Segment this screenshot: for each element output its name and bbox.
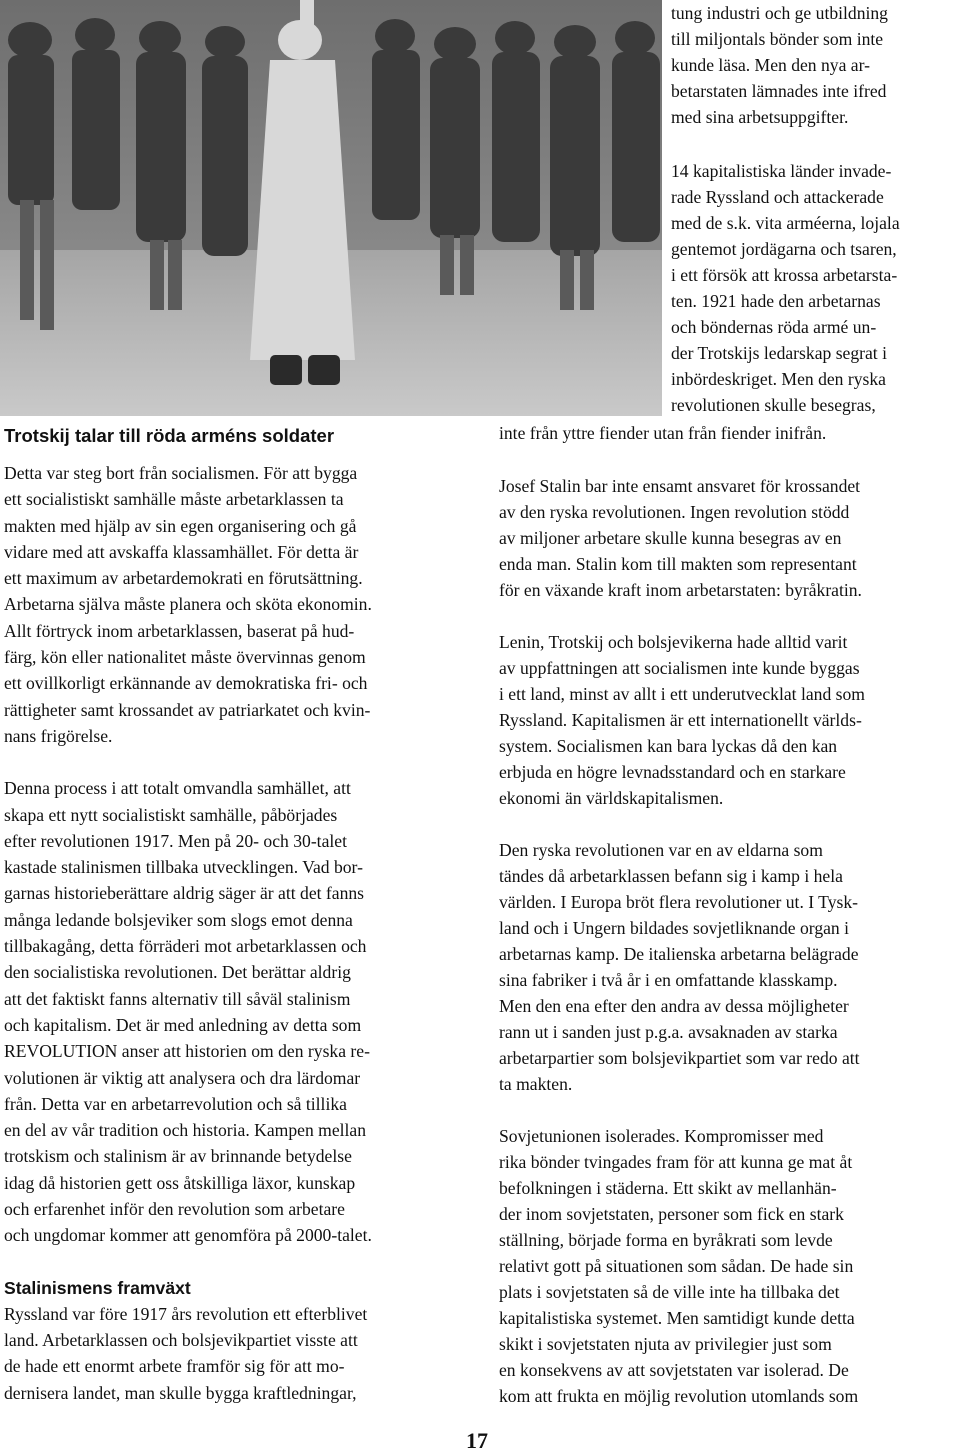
text-line: Den ryska revolutionen var en av eldarna som: [499, 840, 823, 860]
section-heading: Stalinismens framväxt: [4, 1277, 191, 1298]
right-column: [499, 473, 865, 1409]
text-line: kastade stalinismen tillbaka utvecklingen. Vad bor-: [4, 857, 363, 878]
text-line: erbjuda en högre levnadsstandard och en starkare: [499, 762, 846, 782]
invasion-paragraph-last-line: [499, 420, 826, 446]
text-line: världen. I Europa bröt flera revolutioner ut. I Tysk-: [499, 892, 858, 912]
text-line: tillbakagång, detta förräderi mot arbetarklassen och: [4, 936, 367, 957]
text-line: med sina arbetsuppgifter.: [671, 107, 849, 127]
text-line: till miljontals bönder som inte: [671, 29, 884, 49]
text-line: den socialistiska revolutionen. Det berättar aldrig: [4, 962, 351, 983]
text-line: enda man. Stalin kom till makten som representant: [499, 554, 857, 574]
text-line: ekonomi än världskapitalismen.: [499, 788, 724, 808]
text-line: ten. 1921 hade den arbetarnas: [671, 291, 881, 311]
text-line: Detta var steg bort från socialismen. För att bygga: [4, 463, 358, 483]
text-line: ett socialistiskt samhälle måste arbetarklassen ta: [4, 489, 344, 510]
text-line: inbördeskriget. Men den ryska: [671, 369, 886, 389]
text-line: Lenin, Trotskij och bolsjevikerna hade alltid varit: [499, 632, 848, 652]
text-line: Arbetarna själva måste planera och sköta ekonomin.: [4, 594, 372, 615]
text-line: rann ut i sanden just p.g.a. avsaknaden av starka: [499, 1022, 838, 1042]
text-line: land och i Ungern bildades sovjetliknande organ i: [499, 918, 850, 938]
top-right-paragraph: [671, 0, 888, 130]
text-line: kapitalistiska systemet. Men samtidigt kunde detta: [499, 1308, 855, 1328]
text-line: Ryssland var före 1917 års revolution ett efterblivet: [4, 1303, 368, 1324]
text-line: från. Detta var en arbetarrevolution och så tillika: [4, 1093, 347, 1114]
text-line: trotskism och stalinism är av brinnande betydelse: [4, 1146, 352, 1167]
text-line: och böndernas röda armé un-: [671, 317, 877, 337]
text-line: plats i sovjetstaten så de ville inte ha tillbaka det: [499, 1282, 840, 1302]
text-line: av den ryska revolutionen. Ingen revolution stödd: [499, 502, 850, 522]
text-line: Allt förtryck inom arbetarklassen, baserat på hud-: [4, 620, 355, 641]
text-line: Men den ena efter den andra av dessa möjligheter: [499, 996, 849, 1016]
text-line: REVOLUTION anser att historien om den ryska re-: [4, 1041, 370, 1062]
text-line: i ett försök att krossa arbetarsta-: [671, 265, 898, 285]
photo-trotsky-speaking-to-soldiers: [0, 0, 662, 416]
text-line: rättigheter samt krossandet av patriarkatet och kvin-: [4, 699, 371, 720]
text-line: i ett land, minst av allt i ett underutvecklat land som: [499, 684, 865, 704]
photo-caption: Trotskij talar till röda arméns soldater: [4, 425, 335, 446]
text-line: garnas historieberättare aldrig säger är att det fanns: [4, 883, 365, 904]
text-line: ta makten.: [499, 1074, 573, 1094]
text-line: system. Socialismen kan bara lyckas då den kan: [499, 736, 838, 756]
photo-illustration: [0, 0, 662, 416]
text-line: med de s.k. vita arméerna, lojala: [671, 213, 900, 233]
text-line: arbetarpartier som bolsjevikpartiet som var redo att: [499, 1048, 860, 1068]
text-line: land. Arbetarklassen och bolsjevikpartiet visste att: [4, 1329, 358, 1350]
text-line: en del av vår tradition och historia. Kampen mellan: [4, 1120, 367, 1141]
text-line: ställning, började forma en byråkrati som levde: [499, 1230, 833, 1250]
text-line: rade Ryssland och attackerade: [671, 187, 884, 207]
text-line: att det faktiskt fanns alternativ till såväl stalinism: [4, 988, 351, 1009]
text-line: en konsekvens av att sovjetstaten var isolerad. De: [499, 1360, 849, 1380]
text-line: 14 kapitalistiska länder invade-: [671, 161, 892, 181]
text-line: efter revolutionen 1917. Men på 20- och 30-talet: [4, 830, 347, 851]
text-line: många ledande bolsjeviker som slogs emot denna: [4, 909, 353, 930]
left-column: [4, 460, 372, 1406]
text-line: Ryssland. Kapitalismen är ett internationellt världs-: [499, 710, 862, 730]
text-line: vidare med att avskaffa klassamhället. För detta är: [4, 541, 359, 562]
text-line: de hade ett enormt arbete framför sig för att mo-: [4, 1356, 345, 1377]
text-line: idag då historien gett oss åtskilliga läxor, kunskap: [4, 1172, 356, 1193]
text-line: dernisera landet, man skulle bygga kraftledningar,: [4, 1382, 357, 1403]
text-line: Josef Stalin bar inte ensamt ansvaret för krossandet: [499, 476, 861, 496]
text-line: färg, kön eller nationalitet måste övervinnas genom: [4, 647, 366, 668]
text-line: Denna process i att totalt omvandla samhället, att: [4, 778, 351, 799]
text-line: nans frigörelse.: [4, 725, 113, 746]
invasion-paragraph: [671, 158, 900, 418]
text-line: skapa ett nytt socialistiskt samhälle, påbörjades: [4, 804, 338, 825]
text-line: tändes då arbetarklassen befann sig i kamp i hela: [499, 866, 843, 886]
text-line: av miljoner arbetare skulle kunna besegras av en: [499, 528, 842, 548]
text-line: sina fabriker i två år i en omfattande klasskamp.: [499, 970, 838, 990]
text-line: betarstaten lämnades inte ifred: [671, 81, 887, 101]
text-line: revolutionen skulle besegras,: [671, 395, 876, 415]
text-line: av uppfattningen att socialismen inte kunde byggas: [499, 658, 860, 678]
text-line: ett maximum av arbetardemokrati en förutsättning.: [4, 568, 363, 589]
text-line: rika bönder tvingades fram för att kunna ge mat åt: [499, 1152, 853, 1172]
text-line: kom att frukta en möjlig revolution utomlands som: [499, 1386, 859, 1406]
text-line: gentemot jordägarna och tsaren,: [671, 239, 897, 259]
text-line: och kapitalism. Det är med anledning av detta som: [4, 1014, 362, 1035]
text-line: Sovjetunionen isolerades. Kompromisser med: [499, 1126, 824, 1146]
text-line: makten med hjälp av sin egen organisering och gå: [4, 515, 357, 536]
text-line: relativt gott på situationen som sådan. De hade sin: [499, 1256, 854, 1276]
text-line: för en växande kraft inom arbetarstaten: byråkratin.: [499, 580, 862, 600]
text-line: ett ovillkorligt erkännande av demokratiska fri- och: [4, 673, 368, 694]
text-line: och ungdomar kommer att genomföra på 2000-talet.: [4, 1225, 372, 1246]
page-number: 17: [466, 1428, 488, 1453]
text-line: der Trotskijs ledarskap segrat i: [671, 343, 887, 363]
text-line: inte från yttre fiender utan från fiender inifrån.: [499, 423, 827, 443]
text-line: befolkningen i städerna. Ett skikt av mellanhän-: [499, 1178, 837, 1198]
text-line: kunde läsa. Men den nya ar-: [671, 55, 870, 75]
text-line: volutionen är viktig att analysera och dra lärdomar: [4, 1067, 361, 1088]
text-line: skikt i sovjetstaten njuta av privilegier just som: [499, 1334, 832, 1354]
text-line: arbetarnas kamp. De italienska arbetarna belägrade: [499, 944, 859, 964]
text-line: tung industri och ge utbildning: [671, 3, 888, 23]
text-line: der inom sovjetstaten, personer som fick en stark: [499, 1204, 844, 1224]
text-line: och erfarenhet inför den revolution som arbetare: [4, 1199, 345, 1220]
